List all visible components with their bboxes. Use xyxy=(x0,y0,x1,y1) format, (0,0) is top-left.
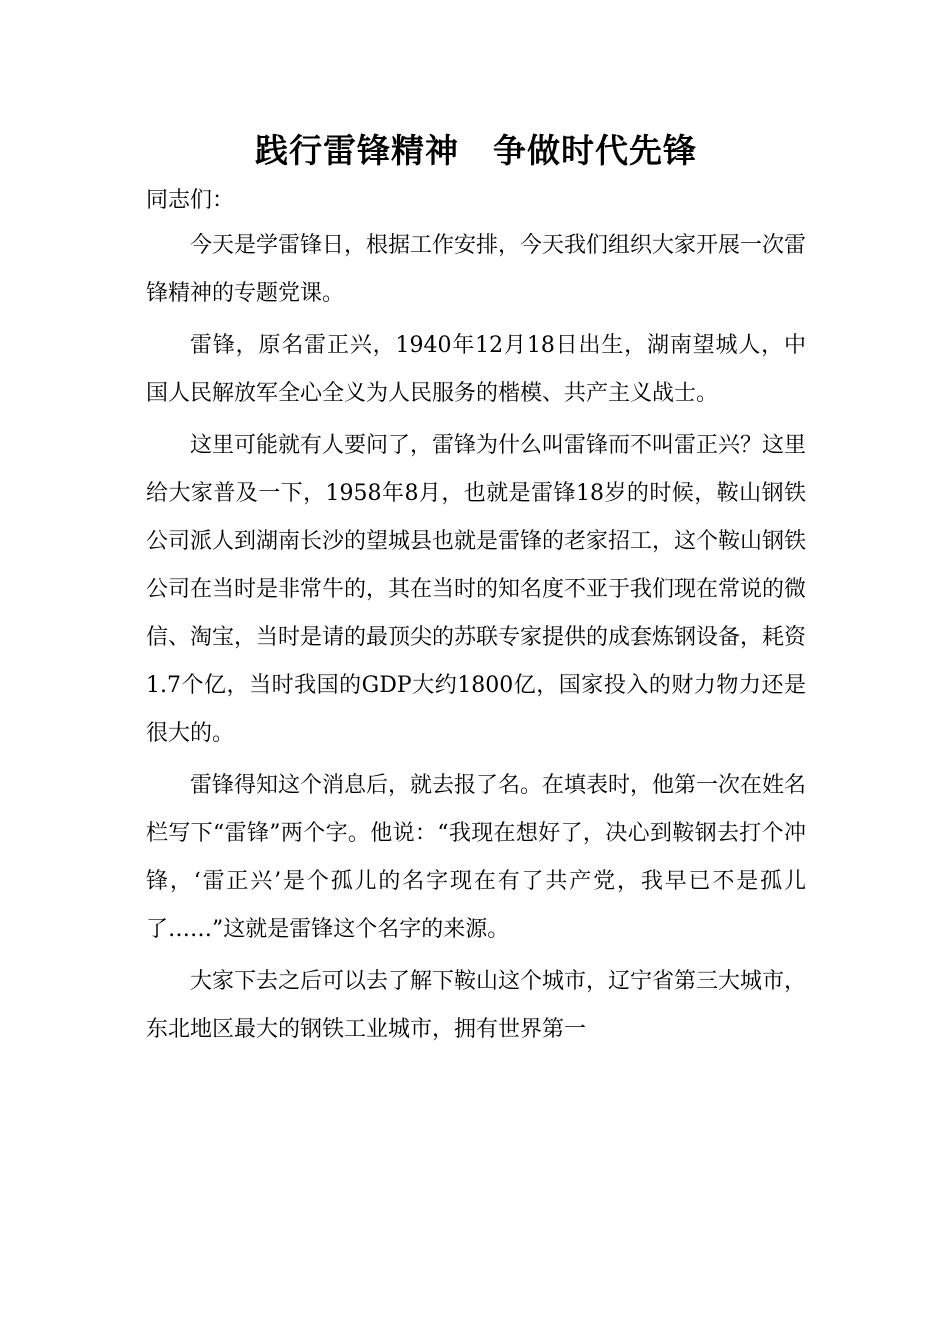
document-page xyxy=(146,128,806,1054)
paragraph-2: 雷锋，原名雷正兴，1940年12月18日出生，湖南望城人，中国人民解放军全心全义为人民服务的楷模、共产主义战士。 xyxy=(146,333,806,406)
document-title: 践行雷锋精神 争做时代先锋 xyxy=(255,131,697,170)
salutation: 同志们： xyxy=(146,188,235,213)
paragraph-3: 这里可能就有人要问了，雷锋为什么叫雷锋而不叫雷正兴？这里给大家普及一下，1958年8月，也就是雷锋18岁的时候，鞍山钢铁公司派人到湖南长沙的望城县也就是雷锋的老家招工，这个鞍山钢铁公司在当时是非常牛的，其在当时的知名度不亚于我们现在常说的微信、淘宝，当时是请的最顶尖的苏联专家提供的成套炼钢设备，耗资1.7个亿，当时我国的GDP大约1800亿，国家投入的财力物力还是很大的。 xyxy=(146,433,807,746)
paragraph-1: 今天是学雷锋日，根据工作安排，今天我们组织大家开展一次雷锋精神的专题党课。 xyxy=(146,233,807,306)
paragraph-5: 大家下去之后可以去了解下鞍山这个城市，辽宁省第三大城市，东北地区最大的钢铁工业城市，拥有世界第一 xyxy=(146,969,807,1042)
paragraph-4: 雷锋得知这个消息后，就去报了名。在填表时，他第一次在姓名栏写下“雷锋”两个字。他说：“我现在想好了，决心到鞍钢去打个冲锋，‘雷正兴’是个孤儿的名字现在有了共产党，我早已不是孤儿了……”这就是雷锋这个名字的来源。 xyxy=(146,773,807,942)
